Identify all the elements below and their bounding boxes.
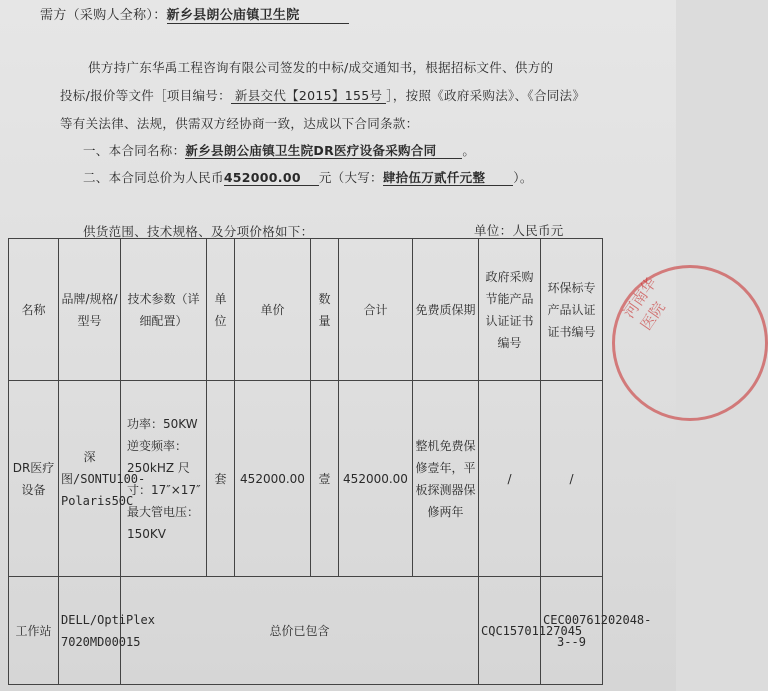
clause-1-suffix: 。	[462, 143, 476, 158]
buyer-line	[40, 4, 349, 24]
header-unit: 单位	[207, 239, 235, 381]
intro-line-2-c: ］，按照《政府采购法》、《合同法》	[386, 88, 586, 103]
intro-line-2-a: 投标/报价等文件［项目编号：	[60, 88, 231, 103]
clause-1	[83, 141, 475, 159]
row1-params: 功率：50KW 逆变频率：250kHZ 尺寸：17″×17″ 最大管电压：150KV	[121, 381, 207, 577]
contract-name: 新乡县朗公庙镇卫生院DR医疗设备采购合同	[185, 143, 462, 159]
total-amount: 452000.00	[224, 170, 319, 186]
table-row	[9, 381, 603, 577]
intro-line-1: 供方持广东华禹工程咨询有限公司签发的中标/成交通知书，根据招标文件、供方的	[88, 60, 554, 75]
buyer-name: 新乡县朗公庙镇卫生院	[167, 4, 349, 24]
row2-brand: DELL/OptiPlex 7020MD00015	[59, 577, 121, 685]
row1-qty: 壹	[311, 381, 339, 577]
clause-2	[83, 168, 533, 186]
row1-name: DR医疗设备	[9, 381, 59, 577]
row1-warranty: 整机免费保修壹年，平板探测器保修两年	[413, 381, 479, 577]
header-brand: 品牌/规格/型号	[59, 239, 121, 381]
table-row	[9, 577, 603, 685]
header-qty: 数量	[311, 239, 339, 381]
row2-energy-cert: CQC15701127045	[479, 577, 541, 685]
header-total: 合计	[339, 239, 413, 381]
header-params: 技术参数（详细配置）	[121, 239, 207, 381]
clause-2-mid: 元（大写：	[318, 170, 383, 185]
buyer-label: 需方（采购人全称）：	[40, 8, 167, 23]
total-amount-words: 肆拾伍万贰仟元整	[383, 170, 513, 186]
row2-eco-cert: CEC00761202048-3--9	[541, 577, 603, 685]
row2-note: 总价已包含	[121, 577, 479, 685]
intro-line-2	[60, 86, 585, 104]
clause-2-suffix: ）。	[513, 170, 533, 185]
row1-energy-cert: /	[479, 381, 541, 577]
table-caption: 供货范围、技术规格、及分项价格如下：	[83, 224, 314, 239]
row1-brand: 深图/SONTU100-Polaris50C	[59, 381, 121, 577]
header-price: 单价	[235, 239, 311, 381]
official-seal-text: 河南华医院	[619, 274, 669, 334]
intro-line-3: 等有关法律、法规，供需双方经协商一致，达成以下合同条款：	[60, 116, 419, 131]
header-name: 名称	[9, 239, 59, 381]
header-warranty: 免费质保期	[413, 239, 479, 381]
row1-total: 452000.00	[339, 381, 413, 577]
row1-price: 452000.00	[235, 381, 311, 577]
clause-2-prefix: 二、本合同总价为人民币	[83, 170, 224, 185]
row2-name: 工作站	[9, 577, 59, 685]
row1-unit: 套	[207, 381, 235, 577]
table-header-row	[9, 239, 603, 381]
row1-eco-cert: /	[541, 381, 603, 577]
header-energy-cert: 政府采购节能产品认证证书编号	[479, 239, 541, 381]
header-eco-cert: 环保标专产品认证证书编号	[541, 239, 603, 381]
clause-1-prefix: 一、本合同名称：	[83, 143, 186, 158]
table-unit-note: 单位：人民币元	[474, 223, 564, 238]
project-number: 新县交代【2015】155号	[231, 88, 386, 104]
